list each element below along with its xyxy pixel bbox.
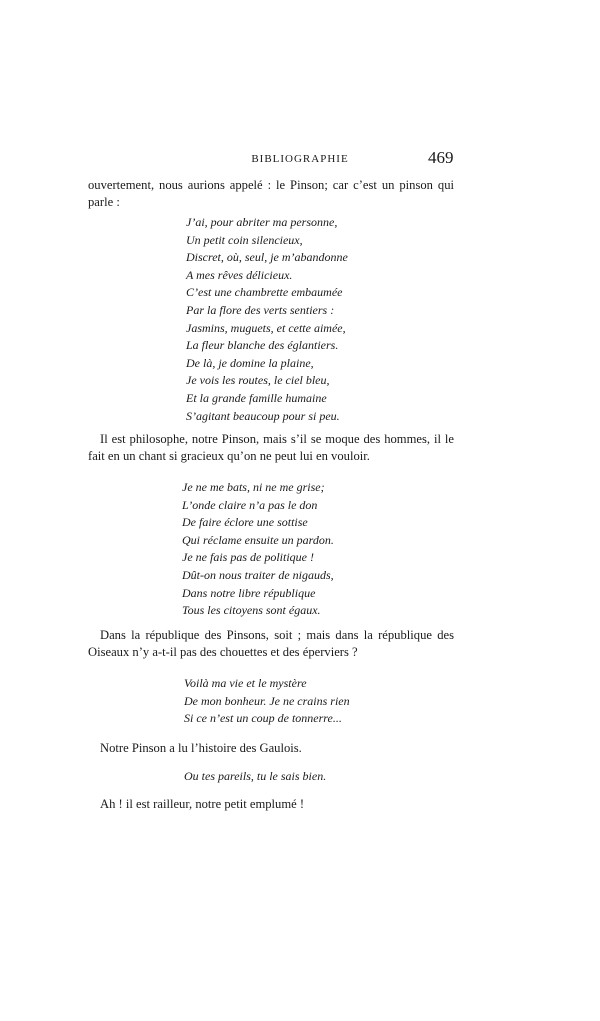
verse-line: Si ce n’est un coup de tonnerre... xyxy=(184,711,342,726)
verse-line: De là, je domine la plaine, xyxy=(186,355,314,370)
verse-line: Un petit coin silencieux, xyxy=(186,232,303,247)
poem-stanza-3 xyxy=(184,675,350,728)
poem-stanza-4 xyxy=(184,768,326,786)
paragraph-philosophe: Il est philosophe, notre Pinson, mais s’il se moque des hommes, il le fait en un chant si gracieux qu’on ne peut lui en vouloir. xyxy=(88,432,454,463)
page-number: 469 xyxy=(428,148,454,167)
verse-line: Discret, où, seul, je m’abandonne xyxy=(186,250,348,265)
verse-line: J’ai, pour abriter ma personne, xyxy=(186,215,338,229)
paragraph-republique: Dans la république des Pinsons, soit ; mais dans la république des Oiseaux n’y a-t-il pas des chouettes et des éperviers ? xyxy=(88,628,454,659)
poem-stanza-1 xyxy=(186,214,348,425)
verse-line: De faire éclore une sottise xyxy=(182,515,308,530)
running-header: BIBLIOGRAPHIE xyxy=(251,153,349,165)
verse-line: Ou tes pareils, tu le sais bien. xyxy=(184,769,327,783)
verse-line: Qui réclame ensuite un pardon. xyxy=(182,532,334,547)
verse-line: A mes rêves délicieux. xyxy=(186,267,293,282)
verse-line: Voilà ma vie et le mystère xyxy=(184,676,307,690)
verse-line: Dans notre libre république xyxy=(182,585,316,600)
verse-line: Je ne fais pas de politique ! xyxy=(182,550,314,565)
verse-line: L’onde claire n’a pas le don xyxy=(182,497,318,512)
poem-stanza-2 xyxy=(182,479,334,620)
paragraph-gaulois: Notre Pinson a lu l’histoire des Gaulois. xyxy=(100,741,302,755)
paragraph-railleur: Ah ! il est railleur, notre petit emplumé ! xyxy=(100,797,305,811)
verse-line: Par la flore des verts sentiers : xyxy=(186,302,335,317)
verse-line: Et la grande famille humaine xyxy=(186,390,327,405)
verse-line: De mon bonheur. Je ne crains rien xyxy=(184,693,350,708)
verse-line: Tous les citoyens sont égaux. xyxy=(182,603,321,618)
verse-line: Jasmins, muguets, et cette aimée, xyxy=(186,320,346,335)
verse-line: S’agitant beaucoup pour si peu. xyxy=(186,408,340,423)
verse-line: Je vois les routes, le ciel bleu, xyxy=(186,373,330,388)
verse-line: Je ne me bats, ni ne me grise; xyxy=(182,480,325,494)
verse-line: Dût-on nous traiter de nigauds, xyxy=(182,567,334,582)
verse-line: C’est une chambrette embaumée xyxy=(186,285,343,300)
verse-line: La fleur blanche des églantiers. xyxy=(186,338,339,353)
paragraph-intro: ouvertement, nous aurions appelé : le Pinson; car c’est un pinson qui parle : xyxy=(88,178,454,209)
